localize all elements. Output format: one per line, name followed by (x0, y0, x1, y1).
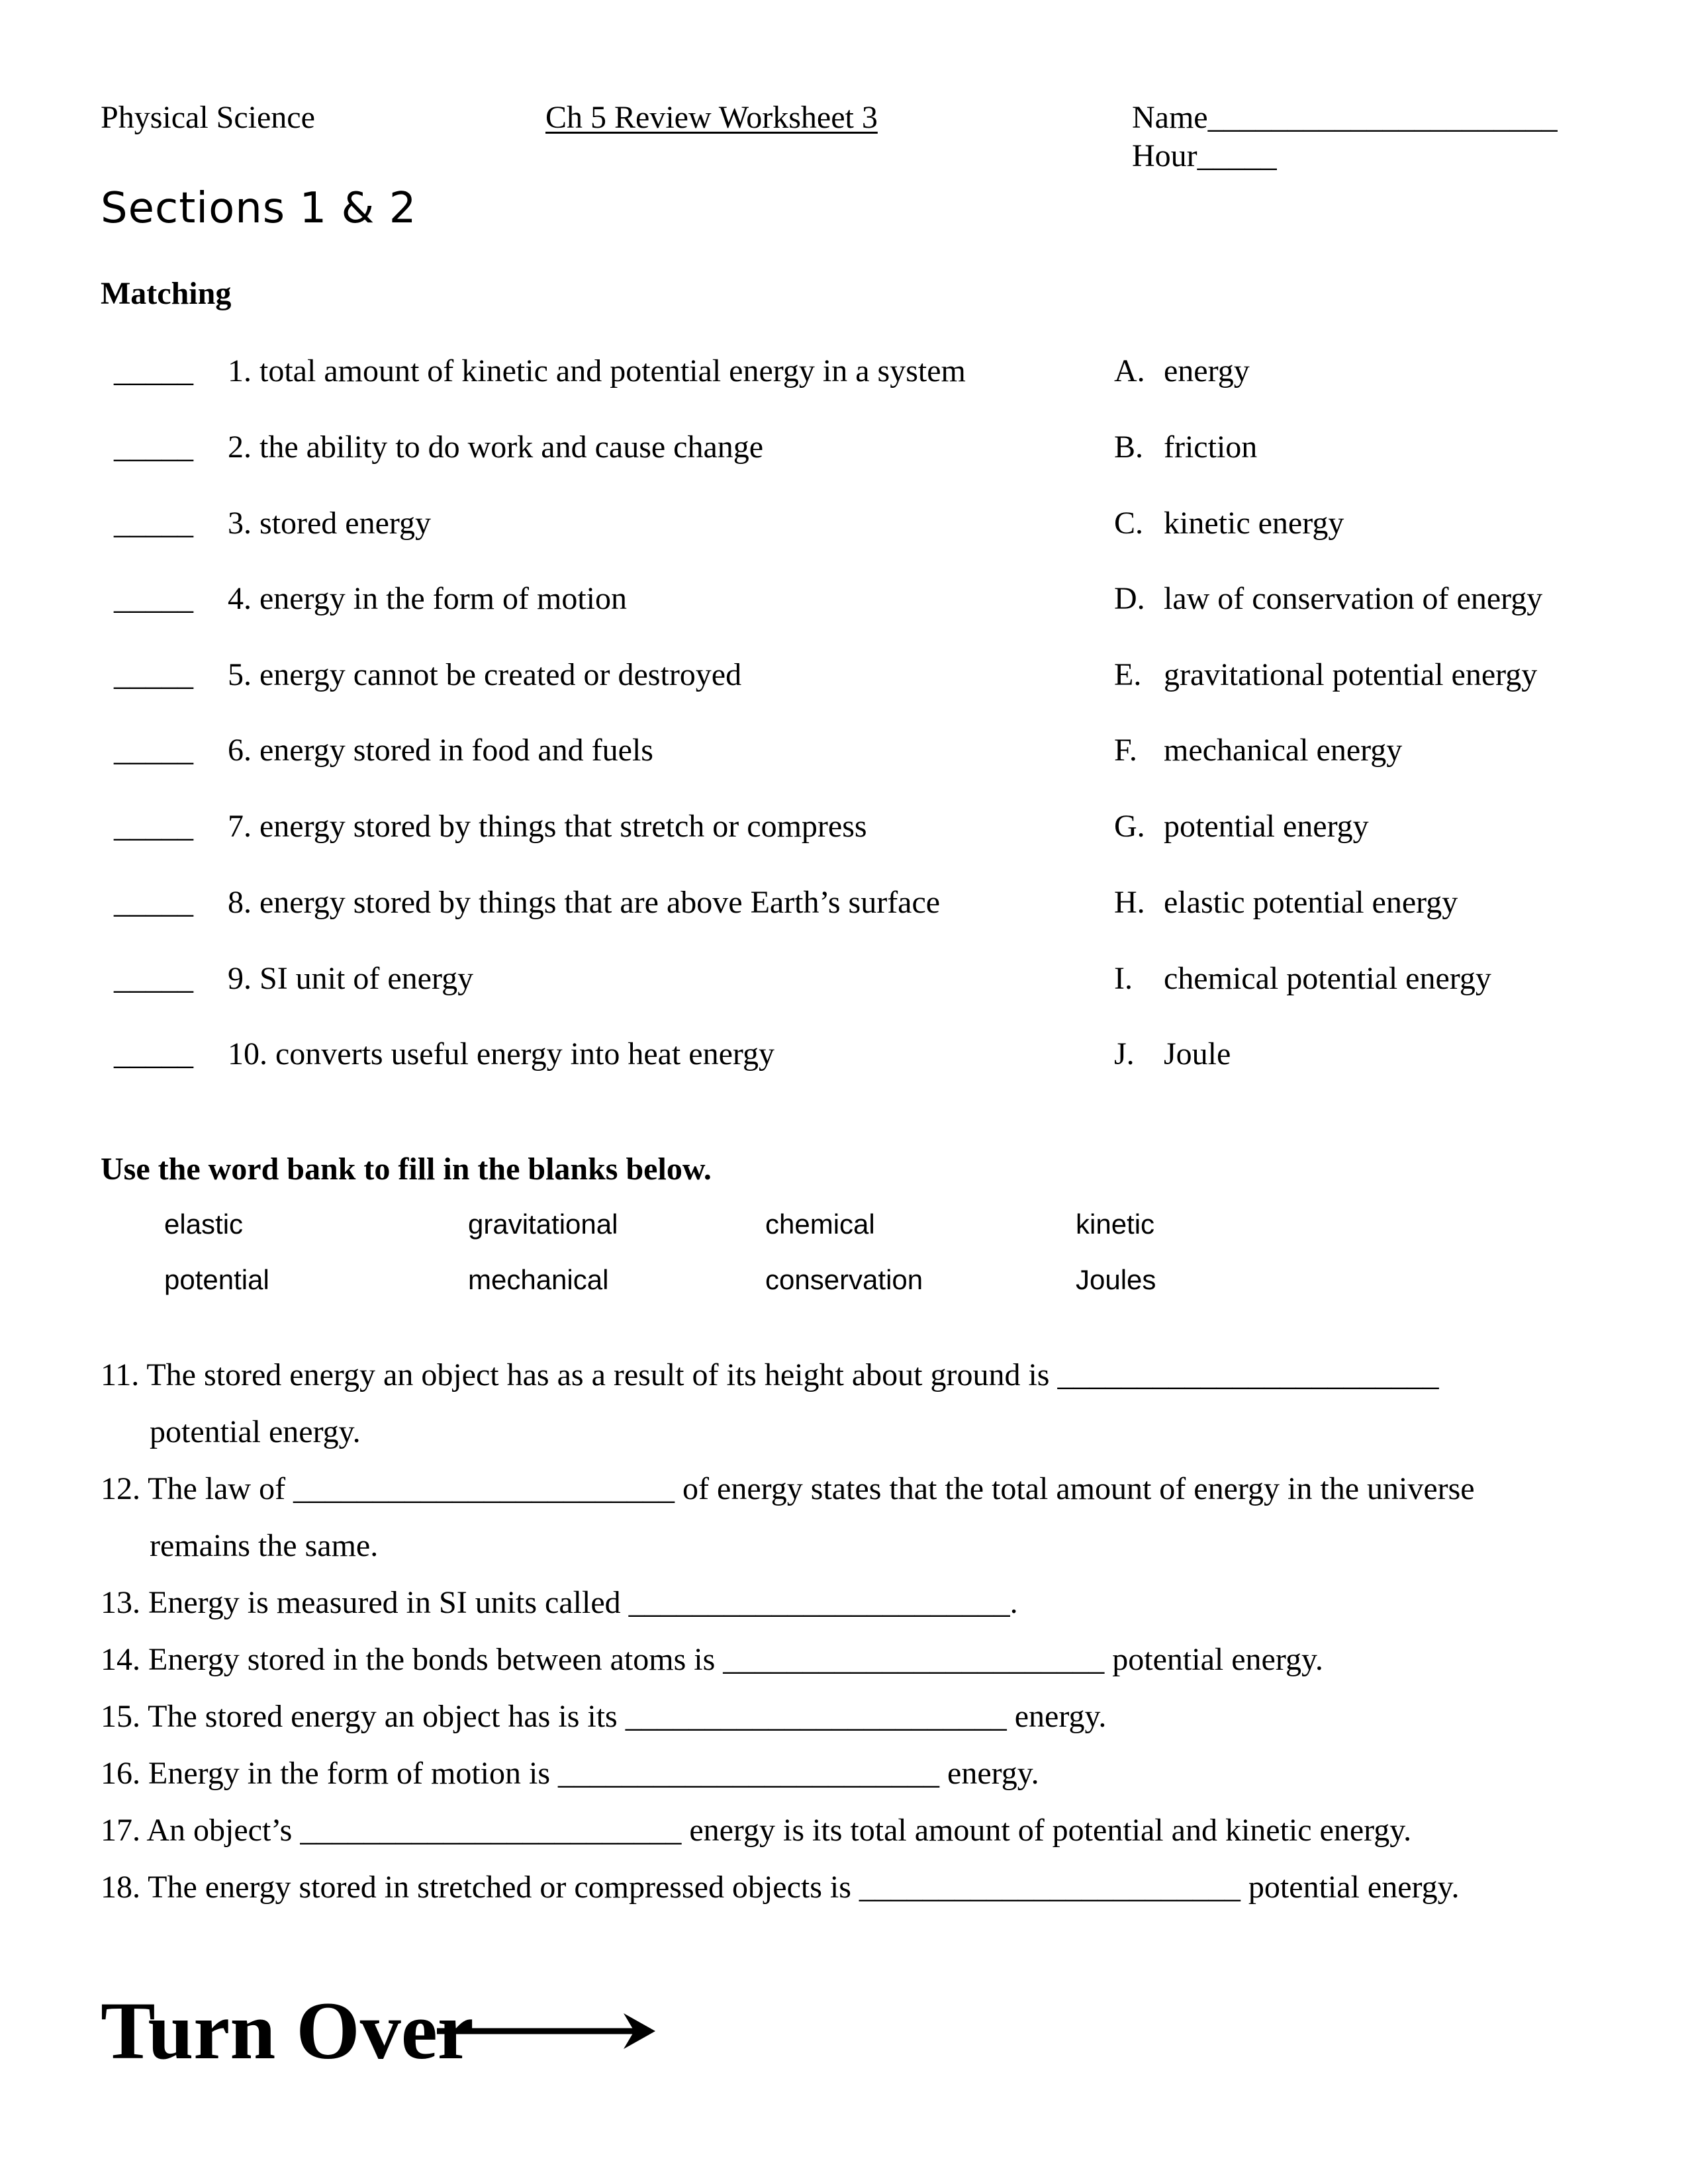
option-letter: J. (1114, 1036, 1135, 1071)
question-12: 12. The law of ________________________ of energy states that the total amount of energy in the universe (101, 1471, 1475, 1506)
answer-blank[interactable]: _____ (114, 961, 193, 996)
word-bank-word: gravitational (468, 1208, 618, 1240)
answer-blank[interactable]: _____ (114, 1036, 193, 1071)
question-17: 17. An object’s ________________________ energy is its total amount of potential and kinetic energy. (101, 1813, 1412, 1848)
question-11: 11. The stored energy an object has as a result of its height about ground is ________________________ (101, 1357, 1439, 1392)
question-13: 13. Energy is measured in SI units called ________________________. (101, 1585, 1018, 1620)
answer-blank[interactable]: _____ (114, 506, 193, 541)
matching-item: 9. SI unit of energy (228, 961, 474, 996)
word-bank-word: kinetic (1076, 1208, 1155, 1240)
hour-field[interactable] (1132, 140, 1277, 172)
name-label: Name (1132, 100, 1208, 135)
answer-blank[interactable]: _____ (114, 733, 193, 768)
right-arrow-icon (437, 2008, 662, 2054)
option-text: kinetic energy (1164, 506, 1344, 541)
question-14: 14. Energy stored in the bonds between atoms is ________________________ potential energy. (101, 1642, 1323, 1677)
answer-blank[interactable]: _____ (114, 430, 193, 465)
word-bank-word: mechanical (468, 1264, 609, 1295)
matching-item: 8. energy stored by things that are above Earth’s surface (228, 885, 941, 920)
word-bank-word: Joules (1076, 1264, 1156, 1295)
option-text: elastic potential energy (1164, 885, 1458, 920)
answer-blank[interactable]: _____ (114, 885, 193, 920)
option-letter: B. (1114, 430, 1144, 465)
option-letter: G. (1114, 809, 1145, 844)
option-text: Joule (1164, 1036, 1231, 1071)
worksheet-title: Ch 5 Review Worksheet 3 (545, 100, 878, 135)
question-11-cont: potential energy. (150, 1414, 361, 1449)
option-letter: F. (1114, 733, 1137, 768)
question-18: 18. The energy stored in stretched or compressed objects is ________________________ potential energy. (101, 1870, 1460, 1905)
option-letter: H. (1114, 885, 1145, 920)
answer-blank[interactable]: _____ (114, 657, 193, 692)
turn-over-label: Turn Over (101, 1985, 474, 2076)
option-letter: A. (1114, 353, 1145, 388)
option-letter: C. (1114, 506, 1144, 541)
question-12-cont: remains the same. (150, 1528, 379, 1563)
question-15: 15. The stored energy an object has is its ________________________ energy. (101, 1699, 1107, 1734)
name-field[interactable] (1132, 102, 1558, 134)
word-bank-heading: Use the word bank to fill in the blanks below. (101, 1152, 712, 1187)
option-text: gravitational potential energy (1164, 657, 1538, 692)
matching-item: 6. energy stored in food and fuels (228, 733, 653, 768)
option-text: energy (1164, 353, 1250, 388)
matching-heading: Matching (101, 276, 232, 311)
option-text: mechanical energy (1164, 733, 1403, 768)
matching-item: 2. the ability to do work and cause change (228, 430, 764, 465)
matching-item: 7. energy stored by things that stretch or compress (228, 809, 867, 844)
answer-blank[interactable]: _____ (114, 581, 193, 616)
word-bank-word: conservation (765, 1264, 923, 1295)
matching-item: 10. converts useful energy into heat energy (228, 1036, 774, 1071)
question-16: 16. Energy in the form of motion is ________________________ energy. (101, 1756, 1039, 1791)
matching-item: 4. energy in the form of motion (228, 581, 627, 616)
sections-heading: Sections 1 & 2 (101, 184, 417, 233)
answer-blank[interactable]: _____ (114, 809, 193, 844)
option-text: potential energy (1164, 809, 1369, 844)
option-text: friction (1164, 430, 1258, 465)
word-bank-word: elastic (164, 1208, 244, 1240)
option-text: chemical potential energy (1164, 961, 1491, 996)
option-letter: E. (1114, 657, 1142, 692)
hour-label: Hour (1132, 138, 1197, 173)
word-bank-word: chemical (765, 1208, 875, 1240)
course-name: Physical Science (101, 100, 315, 135)
option-letter: D. (1114, 581, 1145, 616)
option-letter: I. (1114, 961, 1133, 996)
option-text: law of conservation of energy (1164, 581, 1543, 616)
name-blank: ______________________ (1207, 100, 1558, 135)
hour-blank: _____ (1197, 138, 1277, 173)
matching-item: 1. total amount of kinetic and potential energy in a system (228, 353, 966, 388)
word-bank-word: potential (164, 1264, 269, 1295)
answer-blank[interactable]: _____ (114, 353, 193, 388)
matching-item: 3. stored energy (228, 506, 432, 541)
matching-item: 5. energy cannot be created or destroyed (228, 657, 742, 692)
